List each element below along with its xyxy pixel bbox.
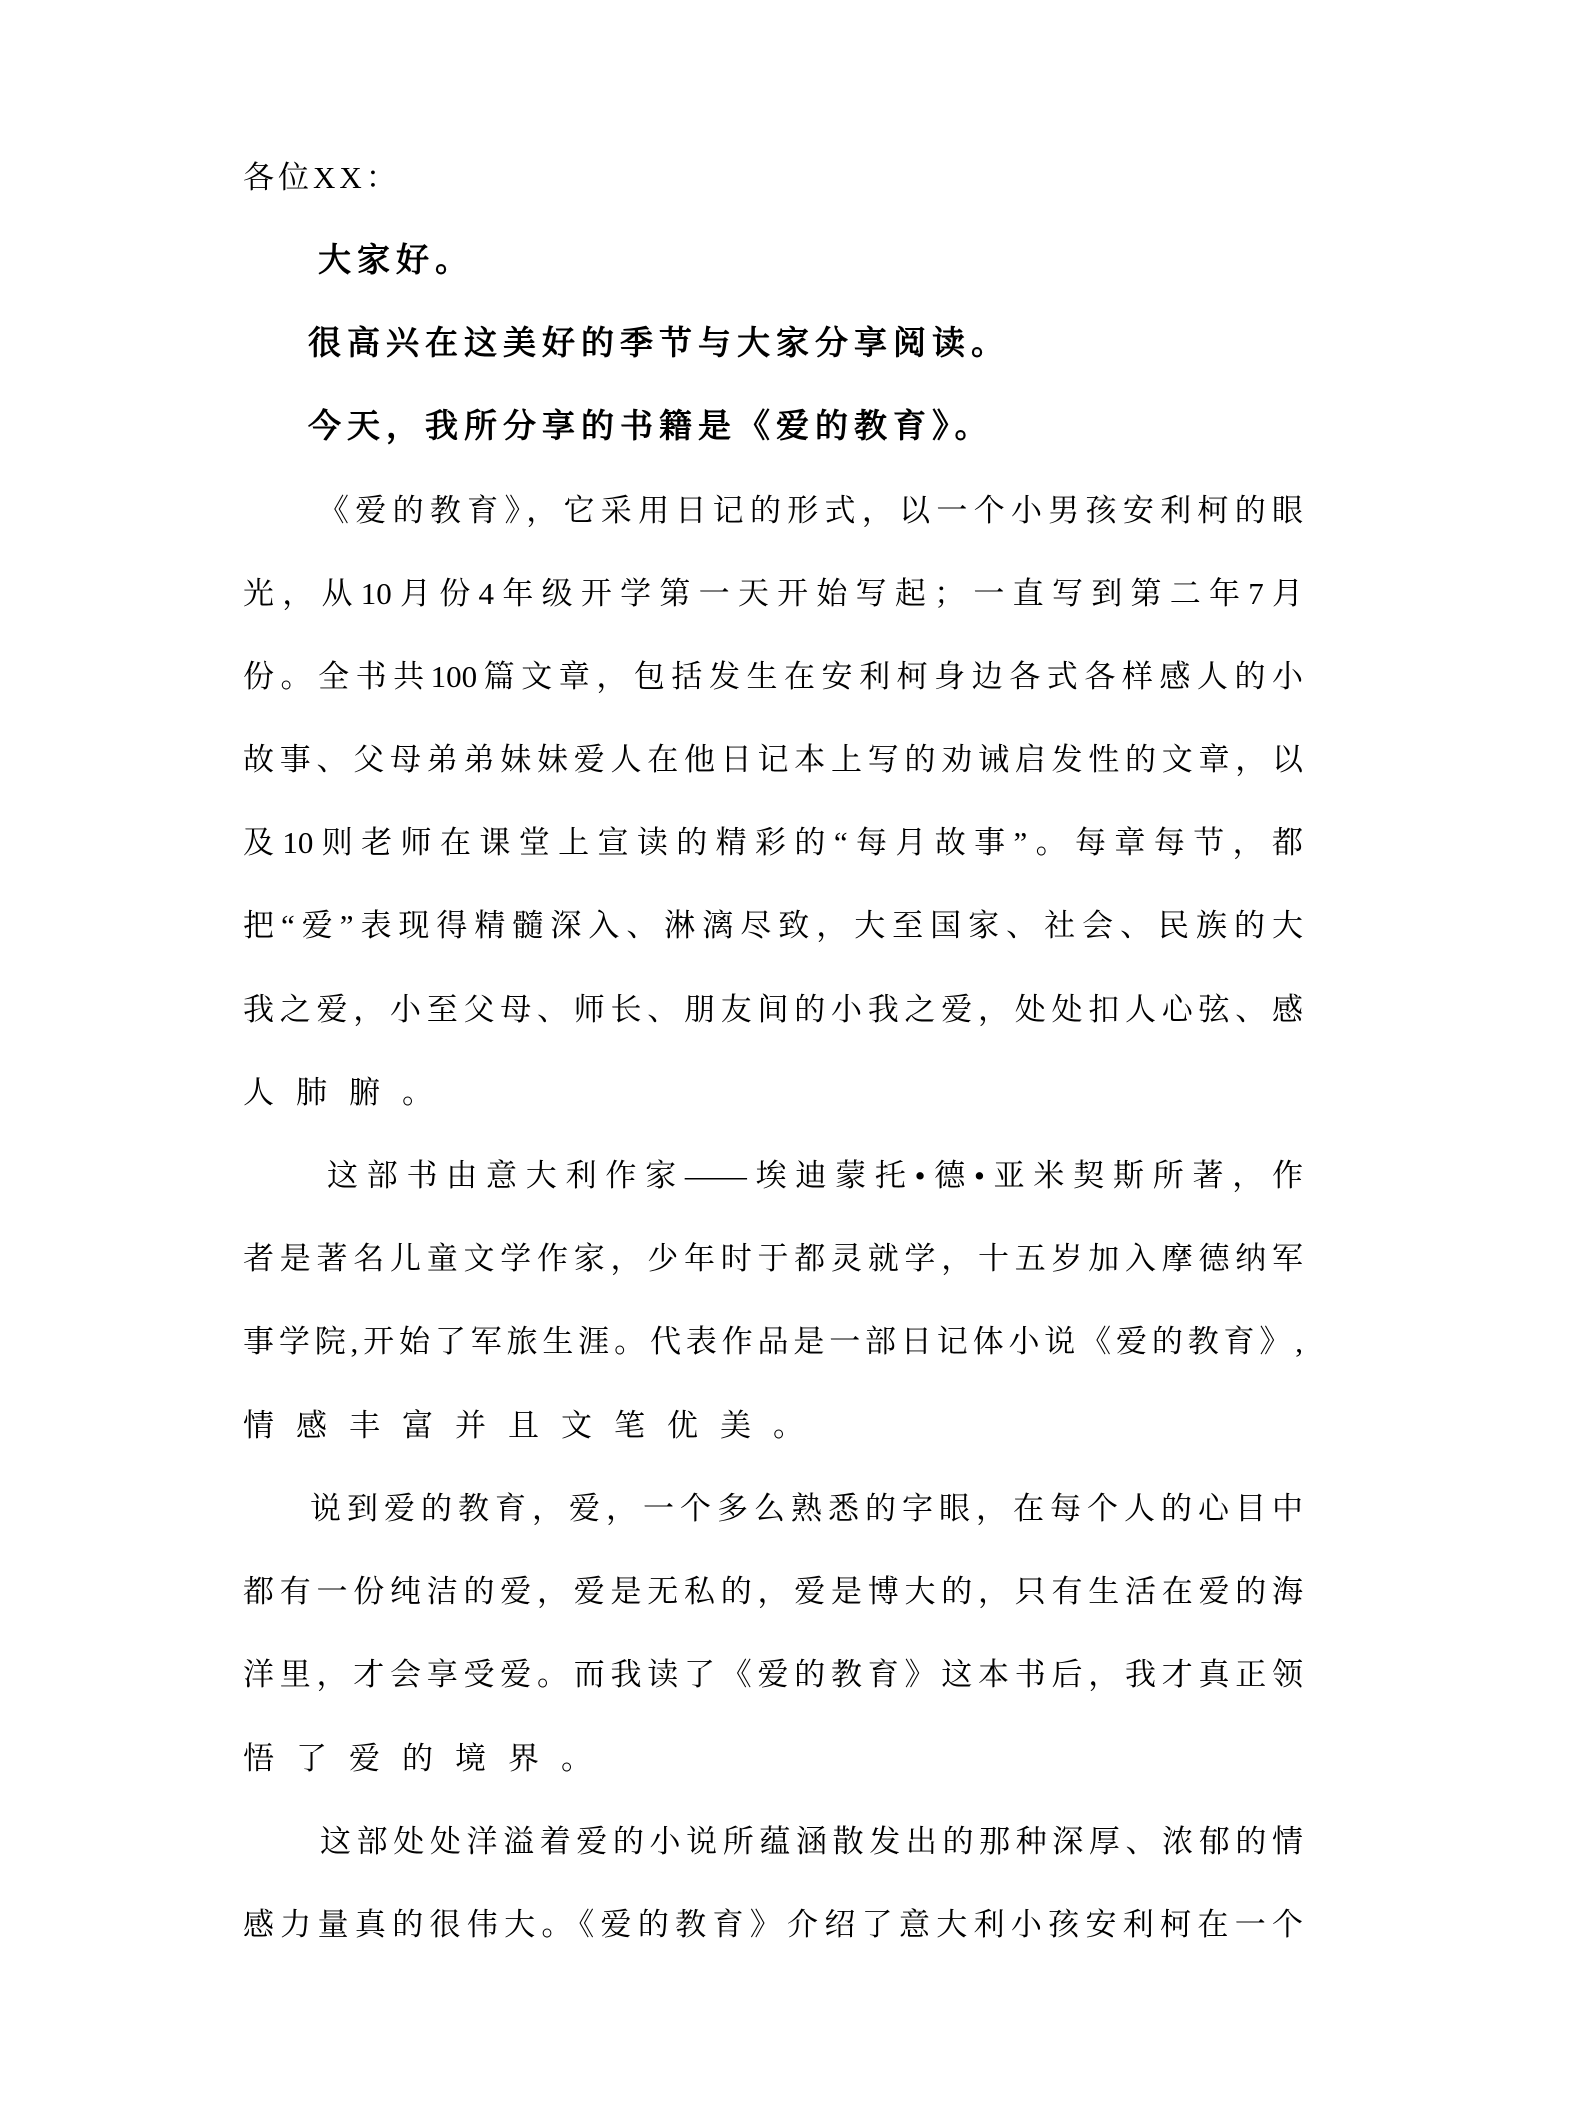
paragraph-line: 悟了爱的境界。	[243, 1741, 614, 1776]
paragraph-line: 都有一份纯洁的爱，爱是无私的，爱是博大的，只有生活在爱的海	[243, 1574, 1303, 1609]
intro-line-season: 很高兴在这美好的季节与大家分享阅读。	[308, 326, 1010, 362]
paragraph-line: 《爱的教育》，它采用日记的形式，以一个小男孩安利柯的眼	[318, 493, 1303, 528]
paragraph-line: 这部处处洋溢着爱的小说所蕴涵散发出的那种深厚、浓郁的情	[320, 1824, 1303, 1859]
paragraph-line: 把“爱”表现得精髓深入、淋漓尽致，大至国家、社会、民族的大	[243, 908, 1304, 943]
paragraph-line: 者是著名儿童文学作家，少年时于都灵就学，十五岁加入摩德纳军	[243, 1241, 1303, 1276]
paragraph-line: 洋里，才会享受爱。而我读了《爱的教育》这本书后，我才真正领	[243, 1657, 1303, 1692]
paragraph-line: 感力量真的很伟大。《爱的教育》介绍了意大利小孩安利柯在一个	[243, 1907, 1303, 1942]
intro-line-book: 今天，我所分享的书籍是《爱的教育》。	[308, 409, 994, 445]
paragraph-line: 说到爱的教育，爱，一个多么熟悉的字眼，在每个人的心目中	[310, 1491, 1303, 1526]
paragraph-line: 这部书由意大利作家——埃迪蒙托•德•亚米契斯所著，作	[327, 1158, 1303, 1193]
paragraph-line: 人肺腑。	[243, 1075, 455, 1110]
paragraph-line: 及10则老师在课堂上宣读的精彩的“每月故事”。每章每节，都	[243, 825, 1303, 860]
paragraph-line: 我之爱，小至父母、师长、朋友间的小我之爱，处处扣人心弦、感	[243, 992, 1303, 1027]
paragraph-line: 故事、父母弟弟妹妹爱人在他日记本上写的劝诫启发性的文章，以	[243, 742, 1303, 777]
paragraph-line: 份。全书共100篇文章，包括发生在安利柯身边各式各样感人的小	[243, 659, 1303, 694]
paragraph-line: 事学院,开始了军旅生涯。代表作品是一部日记体小说《爱的教育》,	[243, 1324, 1303, 1359]
paragraph-line: 情感丰富并且文笔优美。	[243, 1408, 826, 1443]
paragraph-line: 光，从10月份4年级开学第一天开始写起；一直写到第二年7月	[243, 576, 1303, 611]
salutation: 各位XX：	[243, 160, 401, 195]
greeting-line: 大家好。	[318, 243, 474, 279]
